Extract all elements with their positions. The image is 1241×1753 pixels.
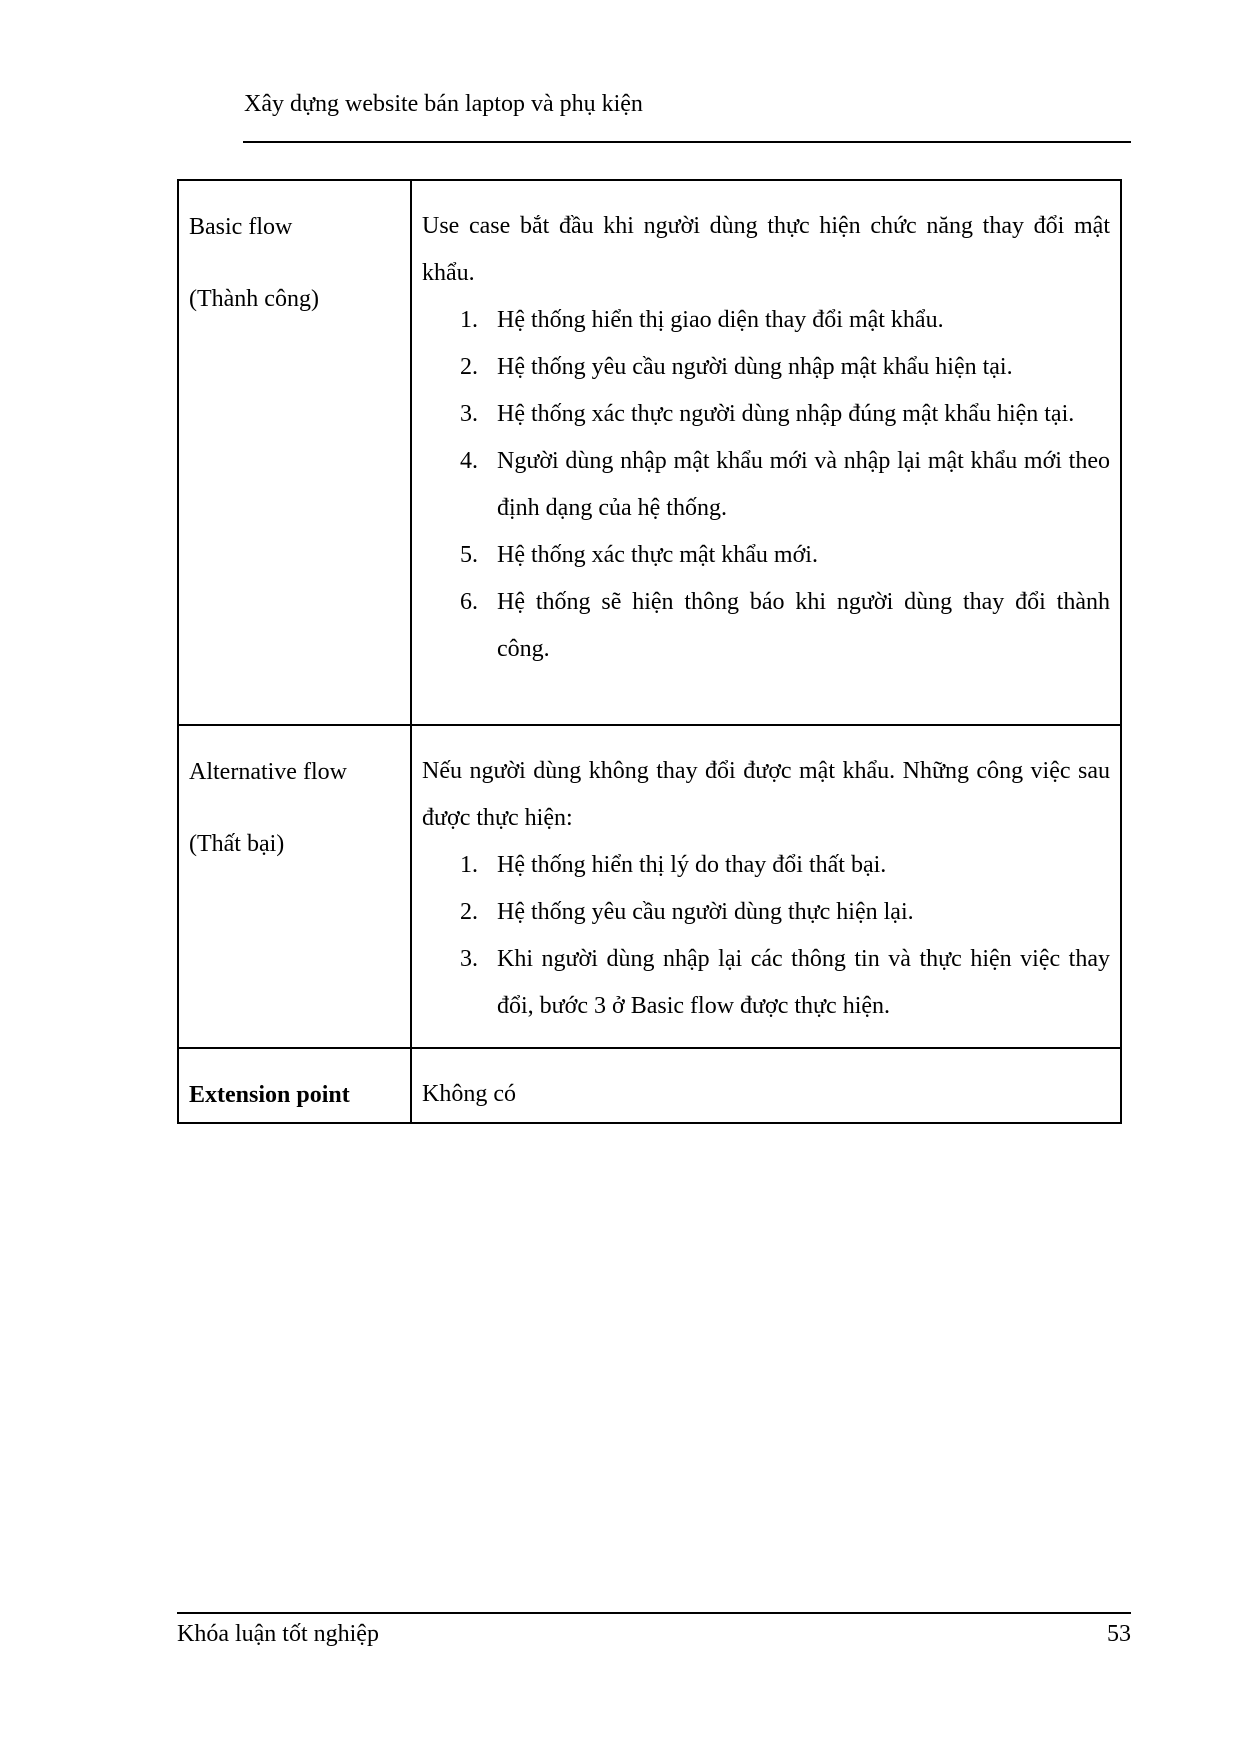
footer-divider — [177, 1612, 1131, 1614]
table-row-basic-flow — [178, 180, 1121, 725]
list-item — [422, 391, 1110, 438]
step-text: Người dùng nhập mật khẩu mới và nhập lại mật khẩu mới theo định dạng của hệ thống. — [497, 448, 1110, 521]
footer-thesis-label: Khóa luận tốt nghiệp — [177, 1621, 379, 1647]
step-number: 2. — [460, 899, 478, 925]
basic-flow-intro: Use case bắt đầu khi người dùng thực hiện chức năng thay đổi mật khẩu. — [422, 213, 1110, 286]
alternative-flow-intro: Nếu người dùng không thay đổi được mật khẩu. Những công việc sau được thực hiện: — [422, 758, 1110, 831]
alternative-flow-label: Alternative flow — [189, 759, 347, 785]
list-item — [422, 344, 1110, 391]
step-text: Khi người dùng nhập lại các thông tin và thực hiện việc thay đổi, bước 3 ở Basic flow được thực hiện. — [497, 946, 1110, 1019]
basic-flow-label-cell — [178, 180, 411, 725]
page-number: 53 — [1107, 1621, 1131, 1647]
step-number: 4. — [460, 448, 478, 474]
extension-point-label: Extension point — [189, 1082, 350, 1108]
table-row-extension-point — [178, 1048, 1121, 1123]
list-item — [422, 297, 1110, 344]
alternative-flow-steps — [422, 842, 1110, 1030]
list-item — [422, 579, 1110, 673]
step-text: Hệ thống yêu cầu người dùng nhập mật khẩu hiện tại. — [497, 354, 1013, 380]
table-row-alternative-flow — [178, 725, 1121, 1048]
basic-flow-steps — [422, 297, 1110, 673]
list-item — [422, 438, 1110, 532]
list-item — [422, 842, 1110, 889]
step-text: Hệ thống hiển thị giao diện thay đổi mật khẩu. — [497, 307, 944, 333]
extension-point-value: Không có — [422, 1081, 516, 1107]
list-item — [422, 936, 1110, 1030]
step-text: Hệ thống yêu cầu người dùng thực hiện lại. — [497, 899, 914, 925]
step-number: 2. — [460, 354, 478, 380]
extension-point-label-cell — [178, 1048, 411, 1123]
step-text: Hệ thống xác thực người dùng nhập đúng mật khẩu hiện tại. — [497, 401, 1075, 427]
step-number: 6. — [460, 589, 478, 615]
list-item — [422, 889, 1110, 936]
alternative-flow-label-cell — [178, 725, 411, 1048]
use-case-table — [177, 179, 1122, 1124]
basic-flow-sublabel: (Thành công) — [189, 286, 319, 312]
step-number: 5. — [460, 542, 478, 568]
step-text: Hệ thống hiển thị lý do thay đổi thất bại. — [497, 852, 887, 878]
extension-point-content-cell — [411, 1048, 1121, 1123]
step-number: 3. — [460, 946, 478, 972]
header-divider — [243, 141, 1131, 143]
step-number: 1. — [460, 307, 478, 333]
alternative-flow-content-cell — [411, 725, 1121, 1048]
basic-flow-label: Basic flow — [189, 214, 293, 240]
alternative-flow-sublabel: (Thất bại) — [189, 831, 285, 857]
step-text: Hệ thống xác thực mật khẩu mới. — [497, 542, 818, 568]
step-number: 3. — [460, 401, 478, 427]
page-header-title: Xây dựng website bán laptop và phụ kiện — [244, 91, 643, 117]
step-text: Hệ thống sẽ hiện thông báo khi người dùng thay đổi thành công. — [497, 589, 1110, 662]
list-item — [422, 532, 1110, 579]
basic-flow-content-cell — [411, 180, 1121, 725]
step-number: 1. — [460, 852, 478, 878]
